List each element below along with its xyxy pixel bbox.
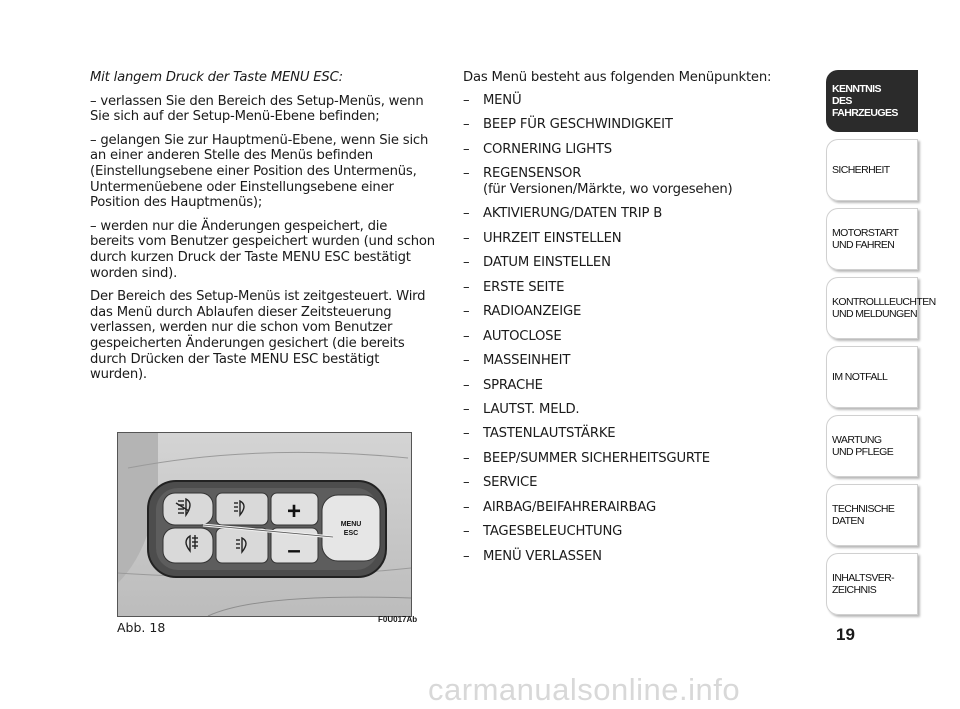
chapter-tab-label: KONTROLLLEUCHTEN UND MELDUNGEN: [832, 296, 936, 320]
chapter-tab-label: KENNTNIS DES FAHRZEUGES: [832, 83, 898, 119]
chapter-tab-label: WARTUNG UND PFLEGE: [832, 434, 894, 458]
dash-marker: –: [463, 279, 470, 295]
plus-button-label: +: [286, 498, 302, 525]
menu-item-text: [483, 524, 622, 540]
menu-item-label: BEEP FÜR GESCHWINDIGKEIT: [483, 117, 673, 133]
menu-item: [463, 353, 793, 369]
menu-item-text: [483, 206, 662, 222]
left-column: [90, 70, 435, 391]
dash-marker: –: [463, 141, 470, 157]
paragraph: – werden nur die Änderungen gespeichert, die bereits vom Benutzer gespeichert wurden (und schon durch kurzen Druck der Taste MENU ESC bestätigt worden sind).: [90, 218, 435, 281]
chapter-tab[interactable]: [826, 346, 918, 408]
dash-marker: –: [463, 117, 470, 133]
chapter-tab-label: TECHNISCHE DATEN: [832, 503, 895, 527]
menu-item: [463, 475, 793, 491]
menu-item-text: [483, 280, 564, 296]
chapter-tab[interactable]: [826, 484, 918, 546]
menu-item-label: SPRACHE: [483, 377, 543, 393]
menu-item-text: [483, 549, 602, 565]
dash-marker: –: [463, 255, 470, 271]
menu-item-label: ERSTE SEITE: [483, 279, 565, 295]
menu-button-label: MENU: [340, 521, 362, 528]
menu-item-label: MENÜ VERLASSEN: [483, 548, 602, 564]
menu-item: [463, 451, 793, 467]
menu-item-text: [483, 426, 615, 442]
menu-item: [463, 255, 793, 271]
dash-marker: –: [463, 377, 470, 393]
menu-item-text: [483, 93, 521, 109]
menu-item-label: RADIOANZEIGE: [483, 304, 582, 320]
chapter-tab[interactable]: [826, 553, 918, 615]
menu-item: [463, 117, 793, 133]
chapter-tab-label: SICHERHEIT: [832, 164, 890, 176]
menu-item-label: AUTOCLOSE: [483, 328, 562, 344]
menu-item-label: UHRZEIT EINSTELLEN: [483, 230, 622, 246]
menu-item-text: [483, 451, 710, 467]
menu-item-label: AIRBAG/BEIFAHRERAIRBAG: [483, 499, 657, 515]
chapter-tab[interactable]: [826, 208, 918, 270]
menu-item: [463, 500, 793, 516]
dash-marker: –: [463, 499, 470, 515]
paragraph: Der Bereich des Setup-Menüs ist zeitgesteuert. Wird das Menü durch Ablaufen dieser Zeitsteuerung verlassen, werden nur die schon vom Benutzer gespeicherten Änderungen gesichert (die bereits durch Drücken der Taste MENU ESC bestätigt wurden).: [90, 289, 426, 383]
menu-item: [463, 206, 793, 222]
chapter-tab-label: IM NOTFALL: [832, 371, 888, 383]
menu-item-text: [483, 117, 673, 133]
menu-item-text: [483, 500, 656, 516]
menu-intro: Das Menü besteht aus folgenden Menüpunkten:: [463, 70, 772, 85]
dash-marker: –: [463, 426, 470, 442]
section-heading: Mit langem Druck der Taste MENU ESC:: [90, 70, 343, 85]
menu-item: [463, 280, 793, 296]
menu-item-text: [483, 475, 537, 491]
figure-code: F0U017Ab: [378, 615, 418, 624]
menu-item: [463, 166, 793, 197]
menu-item-label: AKTIVIERUNG/DATEN TRIP B: [483, 206, 663, 222]
watermark: carmanualsonline.info: [428, 672, 741, 707]
dash-marker: –: [463, 166, 470, 182]
dash-marker: –: [463, 304, 470, 320]
dash-marker: –: [463, 206, 470, 222]
menu-item: [463, 93, 793, 109]
chapter-tab[interactable]: [826, 277, 936, 339]
chapter-tab[interactable]: [826, 415, 918, 477]
dash-marker: –: [463, 230, 470, 246]
chapter-tab-label: INHALTSVER- ZEICHNIS: [832, 572, 895, 596]
dash-marker: –: [463, 353, 470, 369]
menu-item-text: [483, 231, 621, 247]
menu-item-label: MASSEINHEIT: [483, 353, 571, 369]
page-number: 19: [836, 625, 855, 644]
menu-item-text: [483, 378, 543, 394]
chapter-tab[interactable]: [826, 139, 918, 201]
menu-item-text: [483, 329, 561, 345]
dash-marker: –: [463, 548, 470, 564]
menu-item-text: [483, 142, 612, 158]
figure-switch-panel: [117, 432, 412, 617]
menu-item-text: [483, 255, 611, 271]
menu-item: [463, 549, 793, 565]
menu-item-text: [483, 304, 581, 320]
right-column: [463, 70, 793, 573]
paragraph: – verlassen Sie den Bereich des Setup-Menüs, wenn Sie sich auf der Setup-Menü-Ebene befinden;: [90, 93, 424, 125]
menu-item-label: DATUM EINSTELLEN: [483, 255, 611, 271]
menu-item-label: LAUTST. MELD.: [483, 402, 580, 417]
menu-item-label: TAGESBELEUCHTUNG: [483, 524, 623, 540]
menu-item: [463, 524, 793, 540]
menu-item-text: [483, 353, 570, 369]
menu-item-label: CORNERING LIGHTS: [483, 141, 612, 157]
minus-button-label: –: [287, 537, 301, 564]
menu-item: [463, 378, 793, 394]
paragraph: – gelangen Sie zur Hauptmenü-Ebene, wenn Sie sich an einer anderen Stelle des Menüs befinden (Einstellungsebene einer Position des Untermenüs, Untermenüebene oder Einstellungsebene einer Position des Hauptmenüs);: [90, 132, 429, 211]
menu-item: [463, 402, 793, 418]
chapter-tab[interactable]: [826, 70, 918, 132]
menu-item-note: (für Versionen/Märkte, wo vorgesehen): [483, 181, 733, 197]
dash-marker: –: [463, 524, 470, 540]
menu-item-label: SERVICE: [483, 475, 538, 491]
menu-item: [463, 304, 793, 320]
dash-marker: –: [463, 328, 470, 344]
menu-item-label: TASTENLAUTSTÄRKE: [483, 426, 616, 442]
dash-marker: –: [463, 450, 470, 466]
menu-item: [463, 329, 793, 345]
dash-marker: –: [463, 92, 470, 108]
esc-button-label: ESC: [343, 530, 359, 537]
menu-item: [463, 142, 793, 158]
dash-marker: –: [463, 402, 470, 417]
figure-caption: Abb. 18: [117, 620, 166, 635]
chapter-tabs: [826, 70, 936, 622]
menu-item-text: [483, 402, 579, 418]
menu-item-label: BEEP/SUMMER SICHERHEITSGURTE: [483, 450, 710, 466]
menu-item: [463, 426, 793, 442]
dash-marker: –: [463, 475, 470, 491]
menu-item: [463, 231, 793, 247]
menu-item-text: [483, 166, 733, 197]
menu-item-label: REGENSENSOR: [483, 166, 582, 182]
menu-item-label: MENÜ: [483, 92, 522, 108]
switch-panel-illustration: [118, 433, 411, 616]
menu-list: [463, 93, 793, 565]
chapter-tab-label: MOTORSTART UND FAHREN: [832, 227, 899, 251]
